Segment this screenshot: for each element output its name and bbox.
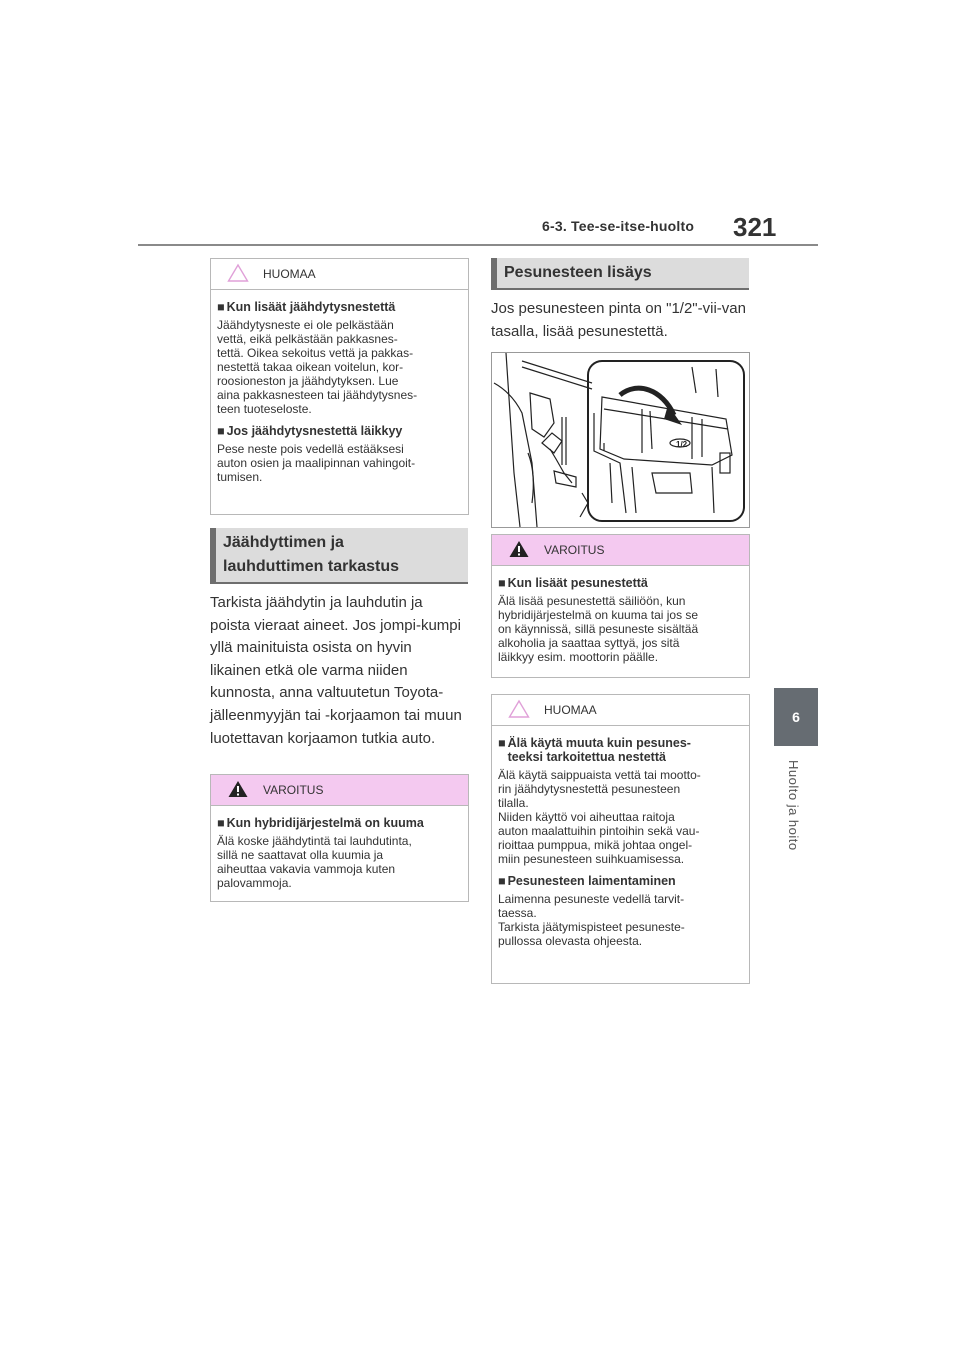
notice-label: HUOMAA <box>544 703 597 717</box>
bullet-square-icon: ■ <box>217 424 225 438</box>
chapter-tab: 6 <box>774 688 818 746</box>
notice-box-coolant <box>210 258 469 515</box>
notice-label: HUOMAA <box>263 267 316 281</box>
section-heading-washer: Pesunesteen lisäys <box>491 258 749 290</box>
item-title: ■ Älä käytä muuta kuin pesunes- teeksi tarkoitettua nestettä <box>498 736 691 764</box>
chapter-title: Huolto ja hoito <box>786 760 801 851</box>
radiator-paragraph: Tarkista jäähdytin ja lauhdutin ja poista vieraat aineet. Jos jompi-kumpi yllä mainituista osista on hyvin likainen etkä ole varma niiden kunnosta, anna valtuutetun Toyota-jälleenmyyjän tai -korjaamon tai muun luotettavan korjaamon tutkia auto. <box>210 594 462 747</box>
bullet-square-icon: ■ <box>498 874 506 888</box>
item-text: Älä käytä saippuaista vettä tai mootto- rin jäähdytysnestettä pesunesteen tilalla. Niiden käyttö voi aiheuttaa raitoja auton maalattuihin pintoihin sekä vau- rioittaa pumppua, mikä johtaa ongel- miin pesunesteen suihkuamisessa. <box>498 768 701 866</box>
section-heading-radiator: Jäähdyttimen ja lauhduttimen tarkastus <box>210 528 468 584</box>
bullet-square-icon: ■ <box>217 300 225 314</box>
warning-header <box>492 535 749 566</box>
warning-box-hybrid-hot <box>210 774 469 902</box>
bullet-square-icon: ■ <box>498 736 506 750</box>
notice-header <box>211 259 468 290</box>
svg-text:1/2: 1/2 <box>676 440 688 449</box>
item-text: Pese neste pois vedellä estääksesi auton osien ja maalipinnan vahingoit- tumisen. <box>217 442 416 484</box>
item-title: ■ Kun lisäät jäähdytysnestettä <box>217 300 396 314</box>
warning-triangle-icon <box>227 779 249 802</box>
page-number: 321 <box>733 212 777 242</box>
item-title: ■ Jos jäähdytysnestettä läikkyy <box>217 424 403 438</box>
item-text: Älä lisää pesunestettä säiliöön, kun hybridijärjestelmä on kuuma tai jos se on käynnissä, sillä pesuneste sisältää alkoholia ja saattaa syttyä, jos sitä läikkyy esim. moottorin päälle. <box>498 594 699 664</box>
warning-triangle-icon <box>508 539 530 562</box>
warning-label: VAROITUS <box>544 543 605 557</box>
item-title: ■ Pesunesteen laimentaminen <box>498 874 676 888</box>
item-text: Jäähdytysneste ei ole pelkästään vettä, eikä pelkästään pakkasnes- tettä. Oikea sekoitus vettä ja pakkas- nestettä takaa oikean voitelun, kor- roosioneston ja jäähdytyksen. Lue aina pakkasnesteen tai jäähdytysnes- teen tuoteseloste. <box>217 318 418 416</box>
caution-outline-icon <box>508 699 530 722</box>
warning-header <box>211 775 468 806</box>
notice-header <box>492 695 749 726</box>
header-rule <box>138 244 818 246</box>
section-title: 6-3. Tee-se-itse-huolto <box>542 218 695 234</box>
item-text: Älä koske jäähdytintä tai lauhdutinta, sillä ne saattavat olla kuumia ja aiheuttaa vakavia vammoja kuten palovammoja. <box>217 834 412 890</box>
bullet-square-icon: ■ <box>498 576 506 590</box>
notice-box-washer-fluid <box>491 694 750 984</box>
caution-outline-icon <box>227 263 249 286</box>
warning-box-washer <box>491 534 750 678</box>
washer-reservoir-illustration <box>491 352 750 528</box>
item-text: Laimenna pesuneste vedellä tarvit- taessa. Tarkista jäätymispisteet pesuneste- pullossa olevasta ohjeesta. <box>498 892 685 948</box>
washer-paragraph: Jos pesunesteen pinta on "1/2"-vii-van tasalla, lisää pesunestettä. <box>491 300 746 340</box>
bullet-square-icon: ■ <box>217 816 225 830</box>
item-title: ■ Kun lisäät pesunestettä <box>498 576 648 590</box>
warning-label: VAROITUS <box>263 783 324 797</box>
item-title: ■ Kun hybridijärjestelmä on kuuma <box>217 816 424 830</box>
